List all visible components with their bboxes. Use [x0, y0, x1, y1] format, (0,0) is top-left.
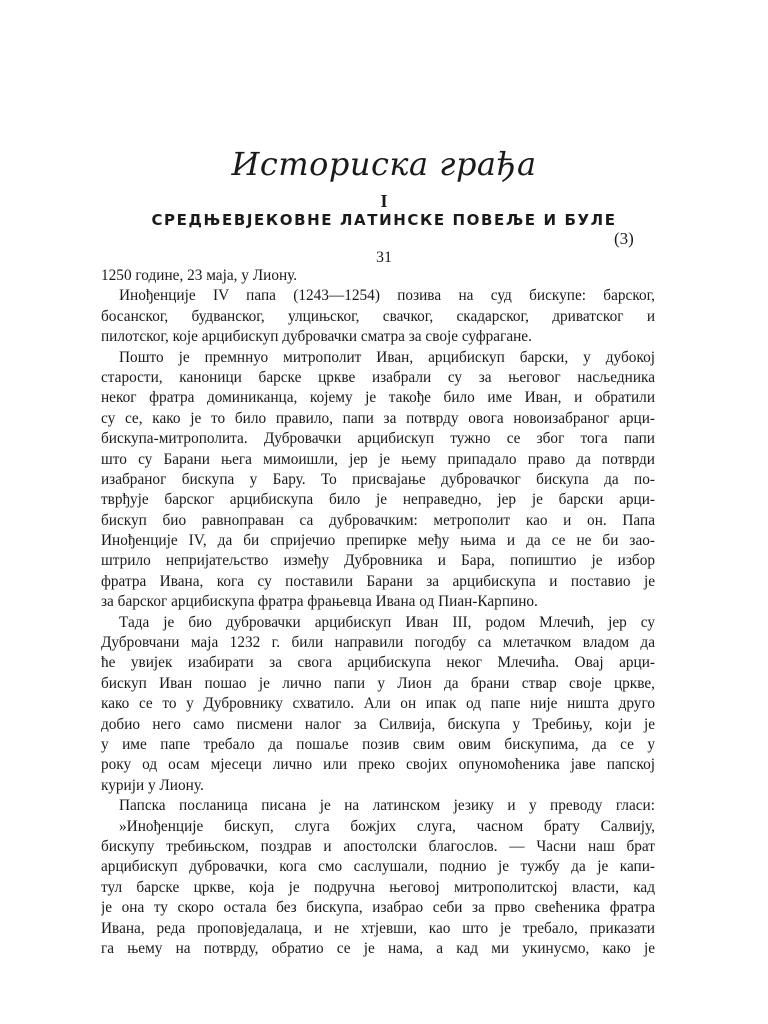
summary-line: Инођенције IV папа (1243—1254) позива на суд бискупе: барског,	[119, 287, 655, 305]
paragraph-line: Папска посланица писана је на латинском језику и у преводу гласи:	[119, 797, 655, 815]
body-text	[101, 266, 655, 959]
paragraph-line: у име папе требало да пошаље позив свим овим бискупима, да се у	[101, 735, 655, 753]
paragraph-line: изабраног бискупа у Бару. То присвајање дубровачког бискупа да по-	[101, 470, 655, 488]
paragraph-line: курији у Лиону.	[101, 776, 204, 794]
document-number: 31	[376, 249, 392, 266]
quote-line: бискупу требињском, поздрав и апостолски благослов. — Часни наш брат	[101, 837, 655, 855]
quote-line: Ивана, реда проповједалаца, и не хтјевши, као што је требало, приказати	[101, 919, 655, 937]
paragraph-line: бискуп Иван пошао је лично папи у Лион да брани ствар своје цркве,	[101, 674, 655, 692]
paragraph-line: су се, како је то било правило, папи за потврду овога новоизабраног арци-	[101, 409, 655, 427]
paragraph-line: штрило непријатељство између Дубровника и Бара, попиштио је избор	[101, 552, 655, 570]
paragraph-line: како се то у Дубровнику схватило. Али он ипак од папе није ништа друго	[101, 695, 655, 713]
page-title: Историска грађа	[231, 145, 537, 183]
summary-line: босанског, будванског, улцињског, свачког, скадарског, дриватског и	[101, 307, 655, 325]
section-marker: (3)	[614, 229, 634, 248]
quote-line: тул барске цркве, која је подручна његовој митрополитској власти, кад	[101, 878, 655, 896]
paragraph-line: што су Барани њега мимоишли, јер је њему припадало право да потврди	[101, 450, 655, 468]
paragraph-line: ће увијек изабирати за свога арцибискупа неког Млечића. Овај арци-	[101, 654, 655, 672]
quote-line: је она ту скоро остала без бискупа, изабрао себи за прво свећеника фратра	[101, 899, 655, 917]
paragraph-line: року од осам мјесеци лично или преко својих опуномоћеника јаве папској	[101, 756, 655, 774]
paragraph-line: Тада је био дубровачки арцибискуп Иван III, родом Млечић, јер су	[119, 613, 655, 631]
quote-line: арцибискуп дубровачки, кога смо саслушали, поднио је тужбу да је капи-	[101, 858, 655, 876]
paragraph-line: бискуп био равноправан са дубровачким: метрополит као и он. Папа	[101, 511, 655, 529]
quote-line: »Инођенције бискуп, слуга божјих слуга, часном брату Салвију,	[119, 817, 655, 835]
section-title: СРЕДЊЕВЈЕКОВНЕ ЛАТИНСКЕ ПОВЕЉЕ И БУЛЕ	[151, 211, 617, 229]
date-line: 1250 године, 23 маја, у Лиону.	[101, 267, 298, 284]
paragraph-line: Дубровчани маја 1232 г. били направили погодбу са млетачком владом да	[101, 634, 655, 652]
paragraph-line: старости, каноници барске цркве изабрали су за његовог насљедника	[101, 368, 655, 386]
paragraph-line: неког фратра доминиканца, којему је такође било име Иван, и обратили	[101, 389, 655, 407]
summary-line: пилотског, које арцибискуп дубровачки сматра за своје суфрагане.	[101, 328, 532, 346]
paragraph-line: добио него само писмени налог за Силвија, бискупа у Требињу, који је	[101, 715, 655, 733]
paragraph-line: Пошто је премннуо митрополит Иван, арцибискуп барски, у дубокој	[119, 348, 655, 366]
quote-line: га њему на потврду, обратио се је нама, а кад ми укинусмо, како је	[101, 939, 655, 957]
paragraph-line: фратра Ивана, кога су поставили Барани за арцибискупа и поставио је	[101, 572, 655, 590]
roman-numeral: I	[380, 191, 388, 211]
paragraph-line: бискупа-митрополита. Дубровачки арцибискуп тужно се због тога папи	[101, 430, 655, 448]
paragraph-line: за барског арцибискупа фратра фрањевца Ивана од Пиан-Карпино.	[101, 593, 538, 611]
paragraph-line: тврђује барског арцибискупа било је неправедно, јер је барски арци-	[101, 491, 655, 509]
paragraph-line: Инођенције IV, да би спријечио препирке међу њима и да се не би зао-	[101, 532, 655, 550]
